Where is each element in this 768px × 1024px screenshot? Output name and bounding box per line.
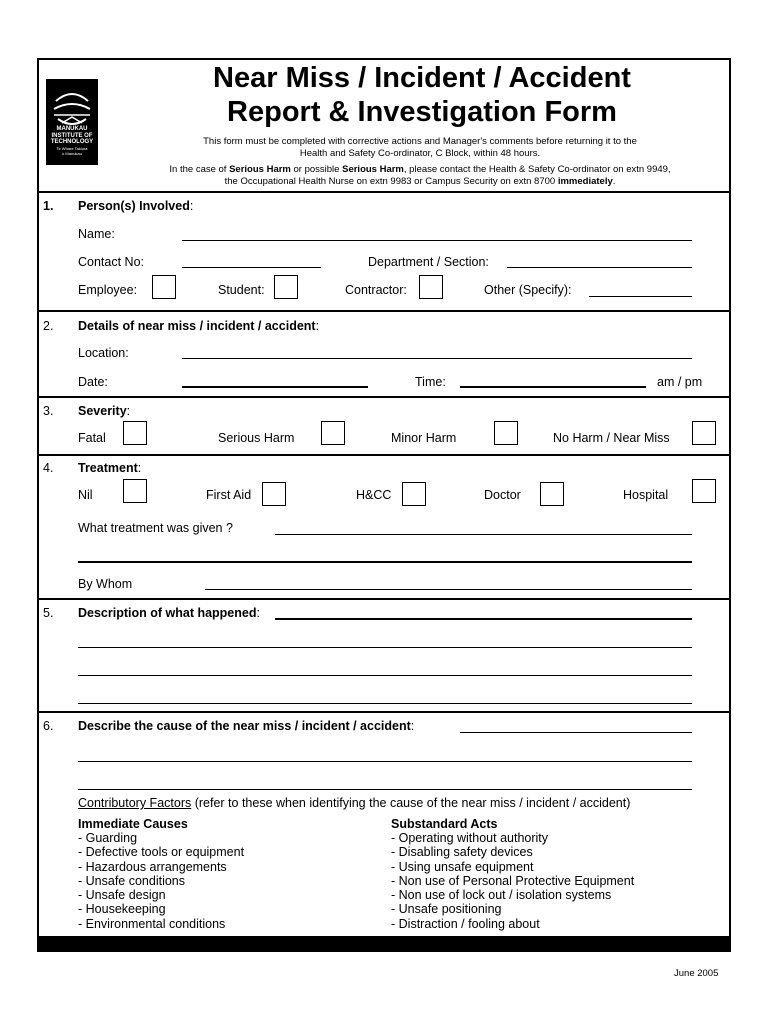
note3-post: .	[612, 176, 616, 187]
list-item: - Using unsafe equipment	[391, 859, 534, 874]
student-label: Student:	[218, 283, 265, 297]
hospital-checkbox[interactable]	[692, 479, 716, 503]
section-divider	[37, 310, 731, 312]
list-item: - Hazardous arrangements	[78, 859, 227, 874]
cause-field-3[interactable]	[78, 789, 692, 790]
doctor-label: Doctor	[484, 488, 521, 502]
employee-checkbox[interactable]	[152, 275, 176, 299]
doctor-checkbox[interactable]	[540, 482, 564, 506]
serious-harm-checkbox[interactable]	[321, 421, 345, 445]
location-field[interactable]	[182, 358, 692, 359]
form-title-line2: Report & Investigation Form	[227, 96, 617, 128]
section-divider	[37, 191, 731, 193]
hcc-label: H&CC	[356, 488, 392, 502]
section-1-title-text: Person(s) Involved	[78, 199, 190, 213]
section-3-title	[78, 404, 130, 418]
note2-post: , please contact the Health & Safety Co-ordinator on extn 9949,	[403, 164, 671, 175]
section-2-colon: :	[315, 319, 320, 333]
list-item: - Defective tools or equipment	[78, 845, 245, 860]
instruction-note-2	[100, 164, 740, 188]
contributory-factors	[78, 796, 630, 810]
fatal-label: Fatal	[78, 431, 106, 445]
minor-harm-checkbox[interactable]	[494, 421, 518, 445]
section-1-number: 1.	[43, 199, 54, 213]
logo-text-4: Te Whare Takiura	[56, 145, 88, 151]
by-whom-field[interactable]	[205, 589, 692, 590]
other-field[interactable]	[589, 296, 692, 297]
student-checkbox[interactable]	[274, 275, 298, 299]
first-aid-label: First Aid	[206, 488, 252, 502]
list-item: - Non use of lock out / isolation systems	[391, 888, 612, 903]
logo-text-5: o Manukau	[62, 150, 82, 156]
ampm-label: am / pm	[657, 375, 703, 389]
location-label: Location:	[78, 346, 129, 360]
no-harm-label: No Harm / Near Miss	[553, 431, 670, 445]
section-5-title	[78, 606, 260, 620]
hospital-label: Hospital	[623, 488, 669, 502]
section-6-title	[78, 719, 414, 733]
note2-mid: or possible	[290, 164, 343, 175]
time-field[interactable]	[460, 386, 646, 388]
first-aid-checkbox[interactable]	[262, 482, 286, 506]
section-4-title	[78, 461, 141, 475]
list-item: - Unsafe positioning	[391, 902, 502, 917]
section-2-title-text: Details of near miss / incident / accident	[78, 319, 316, 333]
list-item: - Guarding	[78, 831, 138, 845]
no-harm-checkbox[interactable]	[692, 421, 716, 445]
note2-pre: In the case of	[169, 164, 230, 175]
section-3-colon: :	[126, 404, 131, 418]
section-divider	[37, 598, 731, 600]
section-divider	[37, 396, 731, 398]
contributory-factors-note: (refer to these when identifying the cause of the near miss / incident / accident)	[191, 796, 631, 810]
revision-date: June 2005	[674, 968, 719, 979]
description-field-2[interactable]	[78, 647, 692, 648]
section-6-number: 6.	[43, 719, 54, 733]
section-5-number: 5.	[43, 606, 54, 620]
contractor-checkbox[interactable]	[419, 275, 443, 299]
instruction-note-1b: Health and Safety Co-ordinator, C Block, within 48 hours.	[299, 148, 541, 159]
section-3-number: 3.	[43, 404, 54, 418]
note2-bold2: Serious Harm	[342, 164, 404, 175]
instruction-note-1	[120, 136, 720, 160]
nil-label: Nil	[78, 488, 93, 502]
treatment-given-field-2[interactable]	[78, 561, 692, 563]
hcc-checkbox[interactable]	[402, 482, 426, 506]
time-label: Time:	[415, 375, 446, 389]
substandard-acts-list	[391, 831, 634, 931]
section-6-colon: :	[410, 719, 415, 733]
section-4-number: 4.	[43, 461, 54, 475]
list-item: - Disabling safety devices	[391, 845, 533, 860]
section-2-number: 2.	[43, 319, 54, 333]
fatal-checkbox[interactable]	[123, 421, 147, 445]
section-5-colon: :	[256, 606, 260, 620]
logo-text-2: INSTITUTE OF	[51, 132, 93, 139]
treatment-given-field[interactable]	[275, 534, 692, 535]
by-whom-label: By Whom	[78, 577, 133, 591]
other-label: Other (Specify):	[484, 283, 572, 297]
contractor-label: Contractor:	[345, 283, 407, 297]
note3-pre: the Occupational Health Nurse on extn 9983 or Campus Security on extn 8700	[224, 176, 558, 187]
institute-logo	[46, 79, 98, 165]
list-item: - Distraction / fooling about	[391, 916, 540, 931]
date-field[interactable]	[182, 386, 368, 388]
form-title-line1: Near Miss / Incident / Accident	[213, 62, 631, 94]
treatment-given-label: What treatment was given ?	[78, 521, 233, 535]
contact-field[interactable]	[182, 267, 321, 268]
section-divider	[37, 711, 731, 713]
minor-harm-label: Minor Harm	[391, 431, 457, 445]
name-label: Name:	[78, 227, 115, 241]
date-label: Date:	[78, 375, 108, 389]
name-field[interactable]	[182, 240, 692, 241]
section-2-title	[78, 319, 319, 333]
nil-checkbox[interactable]	[123, 479, 147, 503]
description-field-4[interactable]	[78, 703, 692, 704]
instruction-note-1a: This form must be completed with corrective actions and Manager's comments before returning it to the	[203, 136, 637, 147]
note3-bold: immediately	[557, 176, 613, 187]
section-1-title	[78, 199, 193, 213]
list-item: - Environmental conditions	[78, 916, 226, 931]
contact-label: Contact No:	[78, 255, 145, 269]
footer-bar	[37, 936, 731, 952]
description-field-3[interactable]	[78, 675, 692, 676]
list-item: - Operating without authority	[391, 831, 549, 845]
logo-text-1: MANUKAU	[56, 126, 88, 132]
list-item: - Unsafe design	[78, 888, 166, 903]
contributory-factors-heading: Contributory Factors	[78, 796, 192, 810]
section-divider	[37, 454, 731, 456]
list-item: - Unsafe conditions	[78, 873, 186, 888]
serious-harm-label: Serious Harm	[218, 431, 295, 445]
list-item: - Non use of Personal Protective Equipment	[391, 873, 635, 888]
department-field[interactable]	[507, 267, 692, 268]
section-4-colon: :	[137, 461, 142, 475]
employee-label: Employee:	[78, 283, 138, 297]
logo-text-3: TECHNOLOGY	[50, 139, 94, 145]
section-5-title-text: Description of what happened	[78, 606, 257, 620]
description-field-1[interactable]	[275, 618, 692, 620]
cause-field-1[interactable]	[460, 732, 692, 733]
section-3-title-text: Severity	[78, 404, 127, 418]
immediate-causes-list	[78, 831, 244, 931]
note2-bold1: Serious Harm	[229, 164, 291, 175]
list-item: - Housekeeping	[78, 902, 166, 917]
section-6-title-text: Describe the cause of the near miss / incident / accident	[78, 719, 411, 733]
section-4-title-text: Treatment	[78, 461, 138, 475]
section-1-colon: :	[189, 199, 194, 213]
department-label: Department / Section:	[368, 255, 489, 269]
immediate-causes-title: Immediate Causes	[78, 817, 188, 831]
substandard-acts-title: Substandard Acts	[391, 817, 498, 831]
cause-field-2[interactable]	[78, 761, 692, 762]
